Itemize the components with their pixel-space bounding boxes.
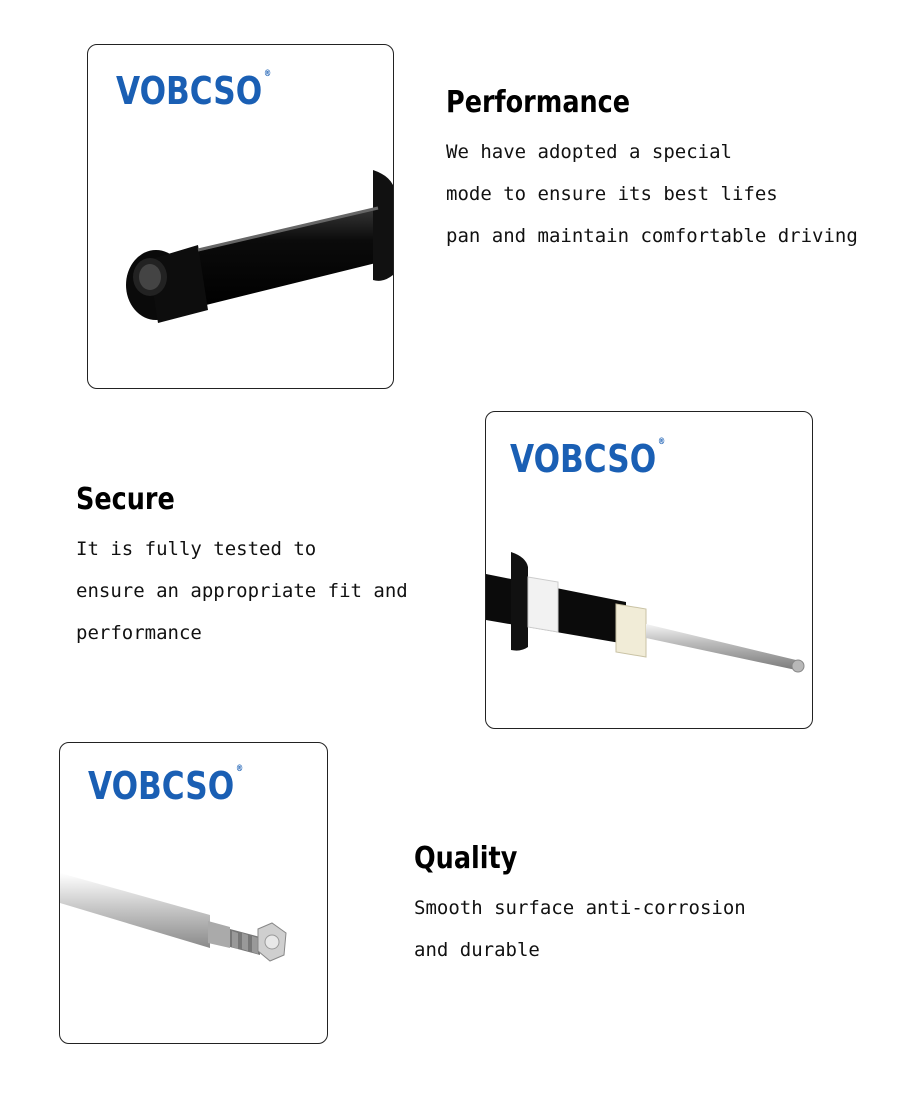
- shock-absorber-piston-rod-icon: [486, 412, 812, 728]
- brand-logo: VOBCSO ®: [510, 437, 666, 481]
- product-image-card-2: [485, 411, 813, 729]
- product-image-card-1: [87, 44, 394, 389]
- section-heading-performance: Performance: [446, 85, 631, 120]
- section-text-line: Smooth surface anti-corrosion: [414, 897, 746, 919]
- section-text-line: mode to ensure its best lifes: [446, 183, 778, 205]
- brand-logo: VOBCSO ®: [116, 69, 272, 113]
- threaded-rod-nut-icon: [60, 743, 327, 1043]
- product-image-card-3: [59, 742, 328, 1044]
- section-text-line: and durable: [414, 939, 540, 961]
- brand-logo: VOBCSO ®: [88, 764, 244, 808]
- section-text-line: We have adopted a special: [446, 141, 732, 163]
- section-heading-quality: Quality: [414, 841, 518, 876]
- section-text-line: It is fully tested to: [76, 538, 317, 560]
- section-text-line: ensure an appropriate fit and: [76, 580, 408, 602]
- section-heading-secure: Secure: [76, 482, 175, 517]
- section-text-line: performance: [76, 622, 202, 644]
- shock-absorber-bushing-icon: [88, 45, 393, 388]
- section-text-line: pan and maintain comfortable driving: [446, 225, 858, 247]
